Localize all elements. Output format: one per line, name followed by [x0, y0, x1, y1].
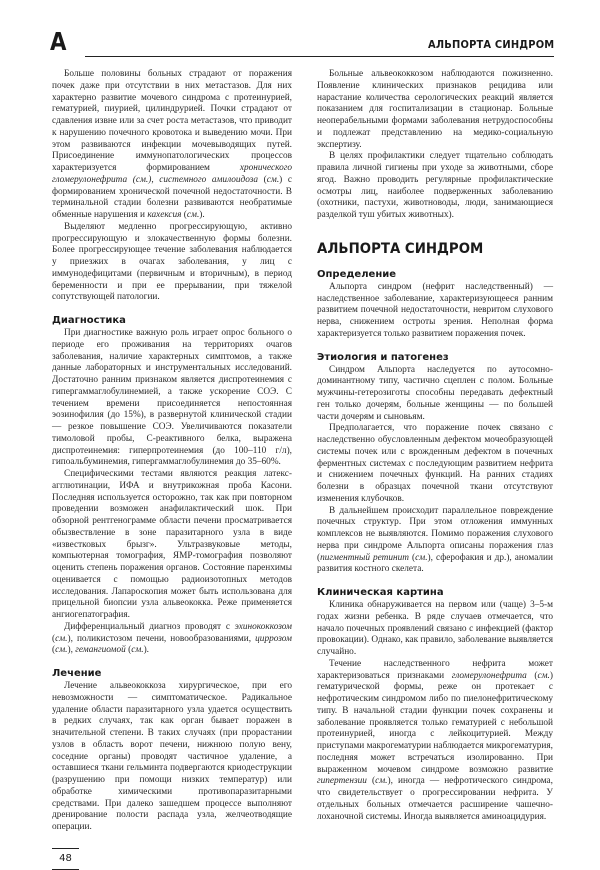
cross-reference: хронического гломерулонефрита (см.) — [52, 163, 292, 185]
cross-reference: циррозом — [255, 633, 292, 644]
text-run: , — [151, 174, 160, 185]
paragraph — [317, 365, 553, 424]
text-run: ( — [52, 645, 56, 656]
text-run: ( — [125, 645, 132, 656]
cross-reference: гломерулонефрита — [451, 670, 527, 681]
text-run: Дифференциальный диагноз проводят с — [64, 621, 235, 632]
text-run: ), поликистозом печени, новообразованиями, — [67, 633, 256, 644]
cross-reference: см. — [131, 645, 144, 656]
paragraph — [52, 222, 292, 304]
text-run: Специфическими тестами являются реакция латекс-агглютинации, ИФА и внутрикожная проба Касони. Последняя используется осторожно, так как при повторном проведении возможен анафилактический шок. При обзорной рентгенограмме области печени просматривается обызвествление в зоне паразитарного узла в виде «известковых брызг». Ультразвуковые методы, компьютерная томография, ЯМР-томография позволяют оценить степень поражения органов. Состояние паренхимы оценивается с помощью радиоизотопных методов исследования. Лапароскопия может быть использована для прицельной биопсии узла альвеококка. Реже применяется ангиогепатография. — [52, 469, 292, 620]
cross-reference: гипертензии — [317, 776, 367, 787]
left-column-wrapper — [52, 69, 292, 870]
text-run: ) гематурической формы, реже он протекает с нефротическим синдромом либо по пиелонефритическому типу. В начальной стадии функции почек сохранены и заболевание проявляется только гематурией с небольшой протеинурией, иногда с лейкоцитурией. Между приступами макрогематурии наблюдается микрогематурия, последняя может встречаться изолированно. При выраженном мочевом синдроме возможно развитие — [317, 670, 553, 775]
paragraph — [317, 282, 553, 341]
paragraph — [317, 659, 553, 824]
section-heading: Лечение — [52, 668, 102, 679]
text-run: ), иногда — нефротического синдрома, что свидетельствует о прогрессировании нефрита. У отдельных больных отмечается расширение чашечно-лоханочной системы. Иногда выявляется аминоацидурия. — [317, 776, 553, 822]
cross-reference: гемангиомой — [75, 645, 126, 656]
section-letter: А — [50, 27, 67, 56]
text-run: ( — [181, 210, 187, 220]
section-heading: Определение — [317, 268, 397, 280]
cross-reference: системного амилоидоза — [159, 174, 259, 185]
paragraph — [52, 469, 292, 622]
section-heading: Этиология и патогенез — [317, 351, 449, 363]
paragraph — [317, 600, 553, 659]
text-run: ( — [366, 776, 376, 787]
cross-reference: эхинококкозом — [234, 621, 292, 632]
cross-reference: см. — [375, 776, 388, 787]
paragraph — [52, 69, 292, 222]
section-heading: Диагностика — [52, 315, 126, 326]
running-title: АЛЬПОРТА СИНДРОМ — [427, 38, 554, 51]
paragraph — [317, 423, 553, 505]
paragraph — [52, 681, 292, 834]
paragraph — [52, 622, 292, 657]
cross-reference: см. — [55, 645, 68, 656]
text-run: ( — [52, 633, 56, 644]
text-run: ( — [526, 670, 538, 681]
left-column — [52, 69, 292, 834]
text-run: ) с формированием хронической почечной недостаточности. В терминальной стадии болезни развиваются необратимые обменные нарушения и — [52, 174, 292, 220]
text-run: Выделяют медленно прогрессирующую, активно прогрессирующую и злокачественную формы болезни. Более прогрессирующее течение заболевания наблюдается у приезжих в очагах заболевания, у лиц с иммунодефицитами (первичным и вторичным), в период беременности и при ее прерывании, при тяжелой сопутствующей патологии. — [52, 221, 292, 303]
paragraph — [317, 151, 553, 222]
text-run: ), сферофакия и др.), аномалии развития костного скелета. — [317, 552, 553, 575]
text-run: ). — [143, 645, 149, 656]
text-run: Больше половины больных страдают от поражения почек даже при отсутствии в них метастазов. Для них характерно развитие мочевого синдрома с протеинурией, гематурией, пиурией, цилиндрурией. Почки страдают от сдавления извне или за счет роста метастазов, что приводит к нарушению почечного кровотока и выведению мочи. При этом развиваются инфекции мочевыводящих путей. Присоединение иммунопатологических процессов характеризуется формированием — [52, 69, 292, 173]
text-run: ( — [258, 174, 267, 185]
paragraph — [317, 69, 553, 151]
cross-reference: см. — [537, 670, 550, 681]
text-run: Альпорта синдром (нефрит наследственный) — наследственное заболевание, характеризующееся ранним развитием почечной недостаточности, невритом слухового нерва, снижением остроты зрения. Неполная форма характеризуется только развитием поражения почек. — [317, 281, 553, 339]
text-run: В целях профилактики следует тщательно соблюдать правила личной гигиены при уходе за животными, сборе ягод. Важно проводить регулярные профилактические осмотры лиц, наиболее подверженных заболеванию (охотники, пастухи, животноводы, люди, занимающиеся разделкой туш убитых животных). — [317, 151, 553, 220]
article-title: АЛЬПОРТА СИНДРОМ — [317, 240, 484, 257]
right-column — [317, 69, 553, 823]
paragraph — [52, 328, 292, 469]
text-run: Предполагается, что поражение почек связано с наследственно обусловленным дефектом мочеобразующей системы почек или с врожденным дефектом в почечных ферментных системах с последующим развитием нефрита и снижением почечных функций. На ранних стадиях болезни в образцах почечной ткани отсутствуют изменения клубочков. — [317, 423, 553, 504]
text-run: При диагностике важную роль играет опрос больного о периоде его проживания на территориях очагов заболевания, наличие характерных симптомов, а также данные лабораторных и инструментальных исследований. Достаточно ранним признаком является диспротеинемия с гипергаммаглобулинемией, а также ускорение СОЭ. С течением времени присоединяется непостоянная эозинофилия (до 15%), в развернутой клинической стадии — резкое повышение СОЭ. Увеличиваются показатели тимоловой пробы, С-реактивного белка, выражена диспротеинемия: гиперпротеинемия (до 100–110 г/л), гипоальбуминемия, гипергаммаглобулинемия до 35–60%. — [52, 328, 292, 468]
paragraph — [317, 506, 553, 577]
cross-reference: кахексия — [147, 210, 182, 220]
cross-reference: см. — [415, 552, 428, 563]
text-run: ( — [409, 552, 416, 563]
text-run: ), — [67, 645, 76, 656]
text-run: Лечение альвеококкоза хирургическое, при его невозможности — симптоматическое. Радикальное удаление области паразитарного узла удается осуществить в редких случаях, так как орган бывает поражен в значительной степени. В таких случаях (при прорастании узлов в область ворот печени, нижнюю полую вену, соседние органы) проводят частичное удаление, а оставшиеся ткани гельминта подвергаются криодеструкции (разрушению при помощи низких температур) или обработке химическими противопаразитарными средствами. При далеко зашедшем процессе выполняют дренирование полости распада узла, желчеотводящие операции. — [52, 681, 292, 832]
text-run: В дальнейшем происходит параллельное повреждение почечных структур. При этом отложения иммунных комплексов не выявляются. Помимо поражения слухового нерва при синдроме Альпорта описаны поражения глаз ( — [317, 505, 553, 563]
text-run: Клиника обнаруживается на первом или (чаще) 3–5-м годах жизни ребенка. В ряде случаев отмечается, что начало почечных проявлений связано с инфекцией (фактор провокации). Однако, как правило, заболевание выявляется случайно. — [317, 600, 553, 657]
section-heading: Клиническая картина — [317, 587, 444, 598]
text-run: Течение наследственного нефрита может характеризоваться признаками — [317, 658, 553, 681]
text-run: Синдром Альпорта наследуется по аутосомно-доминантному типу, частично сцеплен с полом. Больные мужчины-гетерозиготы способны передавать дефектный ген только дочерям, больные женщины — по большей части дочерям и сыновьям. — [317, 364, 553, 422]
text-run: Больные альвеококкозом наблюдаются пожизненно. Появление клинических признаков рецидива или нарастание количества серологических реакций является показанием для госпитализации в стационар. Больные неоперабельными формами заболевания нетрудоспособны и подлежат представлению на медико-социальную экспертизу. — [317, 69, 553, 150]
cross-reference: пигментный ретинит — [320, 552, 409, 563]
page-number: 48 — [52, 848, 79, 870]
cross-reference: см. — [55, 633, 68, 644]
cross-reference: см. — [266, 174, 280, 185]
text-run: ). — [199, 210, 205, 220]
header-rule — [85, 56, 554, 57]
cross-reference: см. — [186, 210, 200, 220]
